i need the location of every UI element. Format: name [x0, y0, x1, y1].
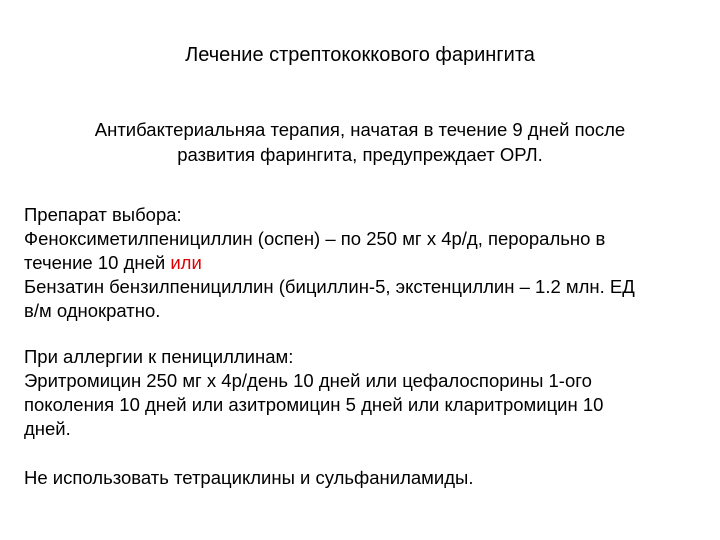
allergy-line-4: дней. — [24, 418, 71, 439]
allergy-line-3: поколения 10 дней или азитромицин 5 дней или кларитромицин 10 — [24, 394, 604, 415]
phenoxymethylpenicillin-line: Феноксиметилпенициллин (оспен) – по 250 мг х 4р/д, перорально в — [24, 228, 606, 249]
intro-line-2: развития фарингита, предупреждает ОРЛ. — [177, 144, 543, 165]
benzathine-dose-line: в/м однократно. — [24, 300, 161, 321]
contraindication-section — [24, 466, 704, 490]
benzathine-line: Бензатин бензилпенициллин (бициллин-5, экстенциллин – 1.2 млн. ЕД — [24, 276, 635, 297]
drug-of-choice-heading: Препарат выбора: — [24, 204, 182, 225]
duration-line — [24, 251, 704, 275]
duration-text: течение 10 дней — [24, 252, 171, 273]
allergy-line-2: Эритромицин 250 мг х 4р/день 10 дней или цефалоспорины 1-ого — [24, 370, 592, 391]
intro-paragraph — [40, 117, 680, 167]
intro-line-1: Антибактериальняа терапия, начатая в течение 9 дней после — [94, 119, 626, 140]
or-highlight: или — [170, 252, 202, 273]
contraindication-line: Не использовать тетрациклины и сульфаниламиды. — [24, 467, 474, 488]
slide-title: Лечение стрептококкового фарингита — [185, 44, 535, 66]
penicillin-allergy-section — [24, 345, 704, 441]
allergy-heading: При аллергии к пенициллинам: — [24, 346, 294, 367]
drug-of-choice-section — [24, 203, 704, 323]
